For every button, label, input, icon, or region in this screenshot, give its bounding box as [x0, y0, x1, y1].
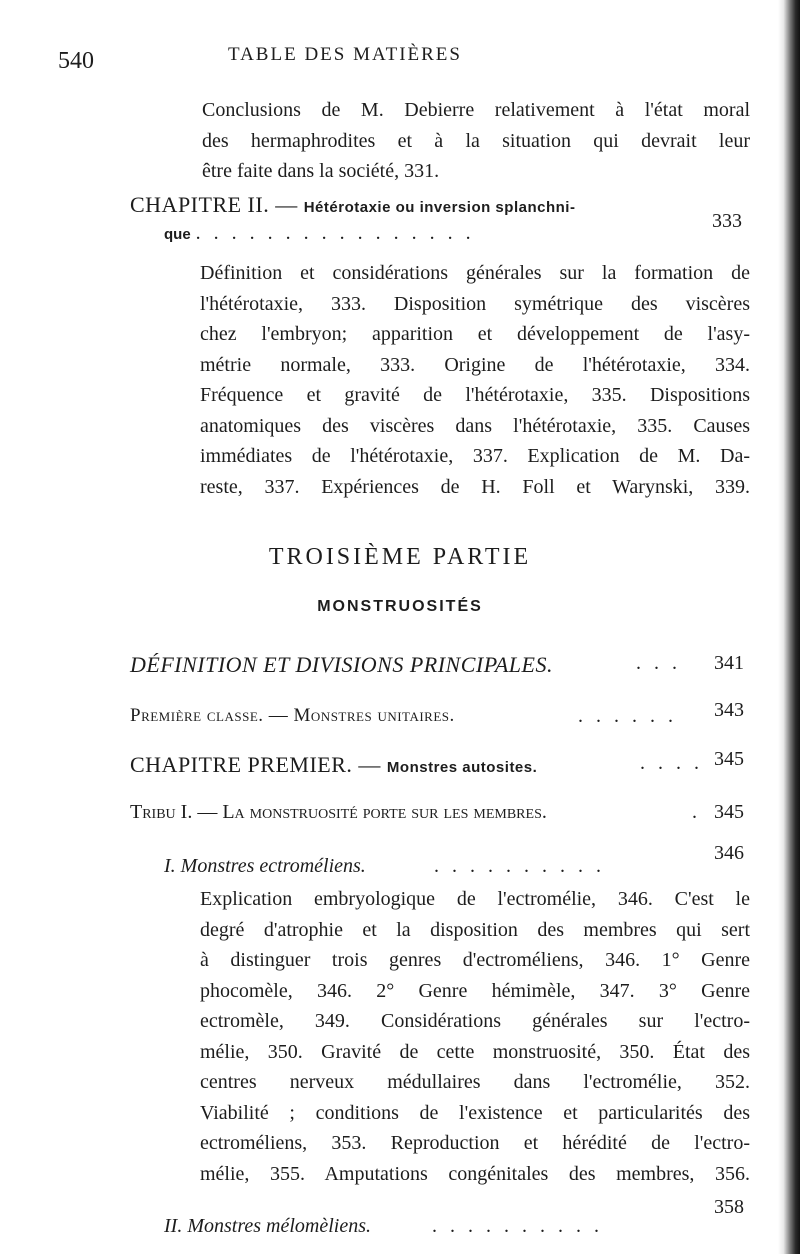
page-ref: 346: [714, 842, 744, 864]
text-line: centres nerveux médullaires dans l'ectromélie, 352.: [200, 1071, 750, 1093]
text-line: des hermaphrodites et à la situation qui devrait leur: [202, 129, 750, 152]
explication-paragraph: [200, 884, 750, 1189]
text-line: Explication embryologique de l'ectromélie, 346. C'est le: [200, 888, 750, 910]
toc-premiere-classe: Première classe. — Monstres unitaires.: [130, 705, 455, 726]
definition-paragraph: [200, 258, 750, 502]
leader-dots: . . . . . .: [578, 705, 677, 727]
toc-definition-title: DÉFINITION ET DIVISIONS PRINCIPALES.: [130, 652, 553, 677]
text-line: ectromèle, 349. Considérations générales sur l'ectro-: [200, 1010, 750, 1032]
text-line: Fréquence et gravité de l'hétérotaxie, 335. Dispositions: [200, 384, 750, 406]
leader-dots: .: [692, 801, 701, 823]
page-edge-shadow: [778, 0, 800, 1254]
text-line: mélie, 350. Gravité de cette monstruosité, 350. État des: [200, 1040, 750, 1063]
page-ref: 345: [714, 748, 744, 770]
page-ref: 341: [714, 652, 744, 674]
toc-ectromeliens: I. Monstres ectroméliens.: [164, 855, 366, 877]
text-line: immédiates de l'hétérotaxie, 337. Explication de M. Da-: [200, 445, 750, 467]
text-line: à distinguer trois genres d'ectroméliens, 346. 1° Genre: [200, 949, 750, 971]
toc-chapter-1: [130, 752, 537, 778]
chapter-title: Monstres autosites.: [386, 759, 538, 776]
page-ref: 343: [714, 699, 744, 721]
leader-dots: . . . . . . . . . .: [434, 855, 605, 877]
part-title: TROISIÈME PARTIE: [268, 544, 532, 570]
text-line: ectroméliens, 353. Reproduction et hérédité de l'ectro-: [200, 1132, 750, 1154]
text-line: chez l'embryon; apparition et développement de l'asy-: [200, 323, 750, 345]
toc-melomeliens: II. Monstres mélomèliens.: [164, 1215, 371, 1237]
chapter-title: Hétérotaxie ou inversion splanchni-: [303, 199, 576, 216]
tribu-label: Tribu I. — La monstruosité porte sur les membres.: [130, 801, 547, 823]
text-line: reste, 337. Expériences de H. Foll et Warynski, 339.: [200, 475, 750, 498]
toc-tribu-1: [130, 801, 547, 824]
text-line: mélie, 355. Amputations congénitales des membres, 356.: [200, 1162, 750, 1185]
running-title: TABLE DES MATIÈRES: [228, 44, 462, 65]
leader-dots: . . .: [636, 652, 681, 674]
chapter-label: CHAPITRE II. —: [130, 192, 298, 217]
text-line: être faite dans la société, 331.: [202, 160, 440, 182]
conclusions-paragraph: [202, 95, 750, 187]
page-ref: 358: [714, 1196, 744, 1218]
chapter-label: CHAPITRE PREMIER. —: [130, 752, 381, 777]
text-line: phocomèle, 346. 2° Genre hémimèle, 347. 3° Genre: [200, 979, 750, 1002]
part-subtitle: MONSTRUOSITÉS: [317, 598, 483, 615]
chapter-title-cont: que: [164, 226, 191, 243]
text-line: Définition et considérations générales sur la formation de: [200, 262, 750, 284]
leader-dots: . . . . . . . . . . . . . . . .: [195, 222, 475, 244]
leader-dots: . . . .: [640, 752, 703, 774]
text-line: degré d'atrophie et la disposition des membres qui sert: [200, 918, 750, 941]
text-line: anatomiques des viscères dans l'hétérotaxie, 335. Causes: [200, 414, 750, 437]
leader-dots: . . . . . . . . . .: [432, 1215, 603, 1237]
chapter-2-heading-cont: [164, 222, 475, 245]
text-line: Conclusions de M. Debierre relativement à l'état moral: [202, 99, 750, 121]
text-line: métrie normale, 333. Origine de l'hétérotaxie, 334.: [200, 353, 750, 376]
page-number: 540: [58, 48, 94, 74]
text-line: l'hétérotaxie, 333. Disposition symétrique des viscères: [200, 292, 750, 315]
page-ref: 345: [714, 801, 744, 823]
chapter-2-heading: [130, 192, 575, 218]
text-line: Viabilité ; conditions de l'existence et particularités des: [200, 1101, 750, 1124]
page-ref: 333: [712, 210, 742, 232]
